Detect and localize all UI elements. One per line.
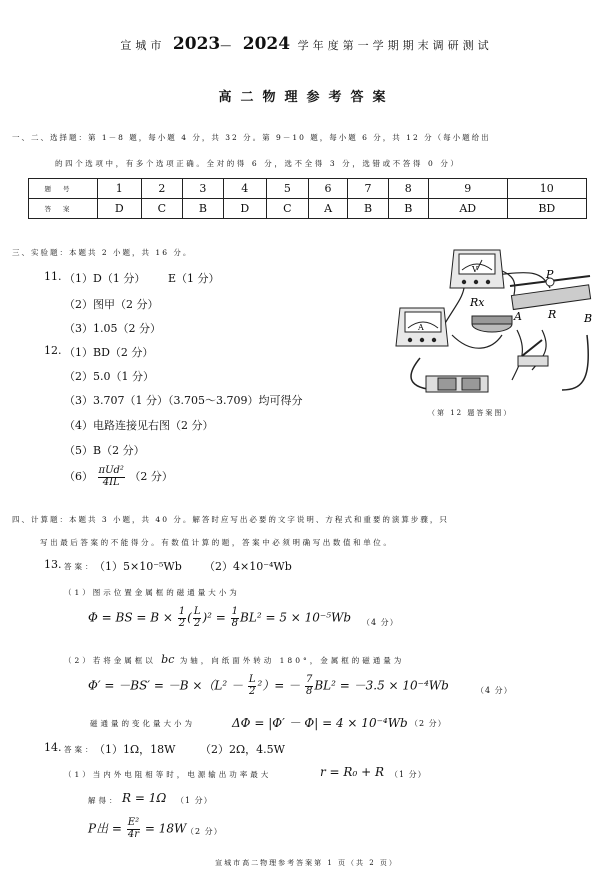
fraction: $\frac{\text{E²}}{4r}$ [127,817,140,840]
q13-number: 13. [44,558,62,571]
year-from: 2023 [172,34,221,54]
q12-part2: （2）5.0（1 分） [64,370,154,383]
fraction: $\frac{1}{2}$ [178,606,186,629]
table-cell: BD [507,199,586,219]
table-cell: 1 [98,179,142,199]
fraction: $\frac{1}{8}$ [231,606,239,629]
table-cell: 8 [388,179,428,199]
table-cell: 7 [348,179,388,199]
section4-heading-line2: 写出最后答案的不能得分。有数值计算的题，答案中必须明确写出数值和单位。 [40,538,394,547]
wire [512,330,522,380]
q12-part5: （5）B（2 分） [64,444,145,457]
section1-line1: 一、二、选择题：第 1－8 题，每小题 4 分，共 32 分。第 9－10 题，每小题 6 分，共 12 分（每小题给出 [12,133,491,142]
q14-answer-label: 答案： [64,745,96,754]
rheostat [510,268,592,325]
page-footer: 宣城市高二物理参考答案第 1 页（共 2 页） [215,859,398,867]
circuit-diagram [392,240,602,408]
q12-part4: （4）电路连接见右图（2 分） [64,419,214,432]
q11-number: 11. [44,270,62,283]
ammeter [396,308,448,346]
rheostat-a-label: A [514,310,522,323]
table-cell: 2 [141,179,183,199]
table-cell: 10 [507,179,586,199]
q14-part1-text: （1）当内外电阻相等时，电源输出功率最大 [64,770,272,779]
q11-part3: （3）1.05（2 分） [64,322,161,335]
q13-part1-equation: Φ = BS = B × $\frac{1}{2}$ ( $\frac{L}{2}$ )² = $\frac{1}{8}$ BL² = 5 × 10⁻⁵Wb [88,606,352,629]
table-cell: B [388,199,428,219]
document-subtitle: 高二物理参考答案 [218,90,395,105]
section1-line2: 的四个选项中，有多个选项正确。全对的得 6 分，选不全得 3 分，选错或不答得 0 分） [55,159,461,168]
q13-answer1: （1）5×10⁻⁵Wb [94,560,182,573]
table-cell: 9 [428,179,507,199]
q11-part2: （2）图甲（2 分） [64,298,159,311]
table-cell: C [141,199,183,219]
table-cell: B [183,199,223,219]
answer-table [28,178,587,219]
q12-number: 12. [44,344,62,357]
wire [562,335,588,390]
document-title: 宣城市 2023— 2024 学年度第一学期期末调研测试 [120,34,493,54]
q14-answer1: （1）1Ω，18W [94,743,176,756]
table-cell: C [267,199,309,219]
rx-resistor [469,296,512,332]
q14-part1-score: （1 分） [390,770,427,779]
q13-part2-score: （4 分） [476,686,513,695]
q13-part1-score: （4 分） [362,618,399,627]
q13-part2-text: （2）若将金属框以 bc 为轴，向纸面外转动 180°，金属框的磁通量为 [64,653,405,666]
q14-number: 14. [44,741,62,754]
ammeter-label: A [418,323,424,332]
row-label-number: 题号 [29,179,98,199]
table-cell: 4 [223,179,267,199]
q11-part1: （1）D（1 分） [64,272,146,285]
rx-label: Rx [470,296,485,309]
voltmeter-label: V [472,265,478,274]
q14-part3-equation: P出 = $\frac{\text{E²}}{4r}$ = 18W [88,817,187,840]
q14-part3-score: （2 分） [186,827,223,836]
wire [497,273,550,288]
q13-answer-label: 答案： [64,562,96,571]
table-cell: 6 [308,179,348,199]
table-cell: B [348,199,388,219]
year-to: 2024 [242,34,291,54]
q13-part3-text: 磁通量的变化量大小为 [90,719,195,728]
rheostat-p-label: P [546,268,554,281]
table-cell: 3 [183,179,223,199]
wire [452,335,502,348]
battery [426,376,488,392]
table-row-numbers [29,179,587,199]
table-cell: 5 [267,179,309,199]
table-row-answers [29,199,587,219]
fraction: $\frac{L}{2}$ [193,606,201,629]
table-cell: D [223,199,267,219]
q14-answer2: （2）2Ω，4.5W [200,743,285,756]
q11-part1b: E（1 分） [168,272,220,285]
q14-part2-text: 解得： [88,796,120,805]
voltmeter [450,250,504,288]
table-cell: A [308,199,348,219]
q14-part2-equation: R = 1Ω [122,791,167,805]
q14-part2-score: （1 分） [176,796,213,805]
q12-part6: （6） $\frac{\text{πUd²}}{4IL}$ （2 分） [64,465,173,488]
fraction: $\frac{7}{8}$ [305,674,313,697]
q13-part1-text: （1）图示位置金属框的磁通量大小为 [64,588,240,597]
q12-part3: （3）3.707（1 分）（3.705～3.709）均可得分 [64,394,303,407]
fraction: $\frac{L}{2}$ [248,674,256,697]
section4-heading-line1: 四、计算题：本题共 3 小题，共 40 分。解答时应写出必要的文字说明、方程式和重要的演算步骤，只 [12,515,449,524]
figure-caption: （第 12 题答案图） [428,409,513,417]
q12-fraction: $\frac{\text{πUd²}}{4IL}$ [98,465,124,488]
q13-answer2: （2）4×10⁻⁴Wb [204,560,292,573]
table-cell: D [98,199,142,219]
q13-part2-equation: Φ′ = －BS′ = －B ×（L² － $\frac{L}{2}$ ²）= － $\frac{7}{8}$ BL² = －3.5 × 10⁻⁴Wb [88,674,449,697]
q12-part1: （1）BD（2 分） [64,346,154,359]
table-cell: AD [428,199,507,219]
q14-part1-equation: r = R₀ + R [320,765,384,779]
section3-heading: 三、实验题：本题共 2 小题，共 16 分。 [12,248,193,257]
rheostat-b-label: B [584,312,593,325]
row-label-answer: 答案 [29,199,98,219]
q13-part3-score: （2 分） [410,719,447,728]
rheostat-r-label: R [548,308,557,321]
q13-part3-equation: ΔΦ = |Φ′ － Φ| = 4 × 10⁻⁴Wb [232,716,408,730]
